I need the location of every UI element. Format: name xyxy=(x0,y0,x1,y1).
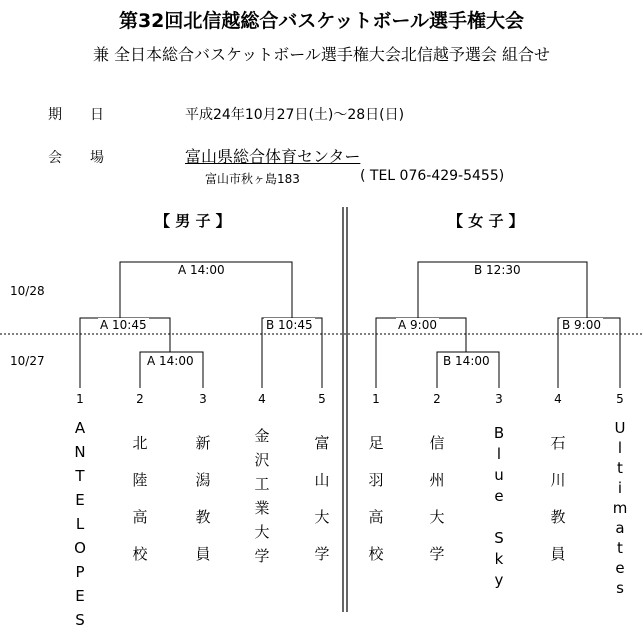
men-seed-5: 5 xyxy=(318,392,326,406)
women-semi-right-label: B 9:00 xyxy=(562,318,601,332)
women-seed-1: 1 xyxy=(372,392,380,406)
team-name-char: 山 xyxy=(314,471,330,489)
team-name-char: 学 xyxy=(254,547,270,565)
men-seed-2: 2 xyxy=(136,392,144,406)
team-name-char: e xyxy=(615,559,625,577)
women-seed-4: 4 xyxy=(554,392,562,406)
team-name-char: L xyxy=(75,515,85,533)
men-seed-4: 4 xyxy=(258,392,266,406)
women-team-4 xyxy=(546,435,570,583)
team-name-char: 校 xyxy=(132,545,148,563)
team-name-char: l xyxy=(617,439,623,457)
women-team-1 xyxy=(364,435,388,583)
team-name-char: 潟 xyxy=(195,471,211,489)
team-name-char: a xyxy=(615,519,625,537)
women-seed-5: 5 xyxy=(616,392,624,406)
women-seed-3: 3 xyxy=(495,392,503,406)
team-name-char: 高 xyxy=(132,508,148,526)
men-semi-left-label: A 10:45 xyxy=(100,318,147,332)
team-name-char: l xyxy=(496,445,502,463)
date-day2: 10/28 xyxy=(10,284,45,298)
team-name-char: B xyxy=(493,424,505,442)
women-seed-2: 2 xyxy=(433,392,441,406)
team-name-char: 大 xyxy=(314,508,330,526)
team-name-char: 教 xyxy=(195,508,211,526)
team-name-char: N xyxy=(74,443,86,461)
team-name-char: 富 xyxy=(314,434,330,452)
men-final-label: A 14:00 xyxy=(178,263,225,277)
team-name-char: 石 xyxy=(550,434,566,452)
men-first-round-label: A 14:00 xyxy=(147,354,194,368)
venue-address: 富山市秋ヶ島183 xyxy=(205,172,300,186)
team-name-char: 学 xyxy=(314,545,330,563)
team-name-char: T xyxy=(75,467,85,485)
team-name-char: 陸 xyxy=(132,471,148,489)
team-name-char: 信 xyxy=(429,434,445,452)
team-name-char: S xyxy=(494,529,504,547)
women-final-label: B 12:30 xyxy=(474,263,521,277)
team-name-char: u xyxy=(494,466,504,484)
period-value: 平成24年10月27日(土)～28日(日) xyxy=(185,107,405,123)
team-name-char: m xyxy=(612,499,628,517)
team-name-char: 工 xyxy=(254,475,270,493)
team-name-char: 業 xyxy=(254,499,270,517)
men-team-1 xyxy=(68,420,92,636)
team-name-char: O xyxy=(74,539,86,557)
men-semi-right-label: B 10:45 xyxy=(266,318,313,332)
team-name-char: y xyxy=(494,571,504,589)
women-first-round-label: B 14:00 xyxy=(443,354,490,368)
venue-tel: ( TEL 076-429-5455) xyxy=(360,168,505,184)
men-heading: 【 男 子 】 xyxy=(155,212,231,230)
team-name-char: S xyxy=(75,611,85,629)
men-team-3 xyxy=(191,435,215,583)
team-name-char: 州 xyxy=(429,471,445,489)
team-name-char: t xyxy=(617,539,623,557)
team-name-char: t xyxy=(617,459,623,477)
team-name-char: 川 xyxy=(550,471,566,489)
team-name-char: A xyxy=(74,419,86,437)
team-name-char: 沢 xyxy=(254,451,270,469)
team-name-char: 北 xyxy=(132,434,148,452)
team-name-char: 新 xyxy=(195,434,211,452)
team-name-char: 校 xyxy=(368,545,384,563)
team-name-char: 員 xyxy=(550,545,566,563)
date-day1: 10/27 xyxy=(10,354,45,368)
team-name-char: 足 xyxy=(368,434,384,452)
team-name-char: s xyxy=(616,579,624,597)
page-subtitle: 兼 全日本総合バスケットボール選手権大会北信越予選会 組合せ xyxy=(92,45,551,64)
men-team-5 xyxy=(310,435,334,583)
team-name-char: i xyxy=(617,479,623,497)
women-team-5 xyxy=(608,420,632,600)
team-name-char: e xyxy=(494,487,504,505)
venue-name: 富山県総合体育センター xyxy=(185,147,361,166)
team-name-char: P xyxy=(75,563,85,581)
women-team-2 xyxy=(425,435,449,583)
venue-label: 会 場 xyxy=(48,150,104,166)
team-name-char: 員 xyxy=(195,545,211,563)
men-seed-3: 3 xyxy=(199,392,207,406)
period-label: 期 日 xyxy=(48,107,104,123)
men-team-4 xyxy=(250,428,274,572)
women-team-3 xyxy=(487,425,511,593)
team-name-char: U xyxy=(614,419,626,437)
team-name-char: 羽 xyxy=(368,471,384,489)
team-name-char: 金 xyxy=(254,427,270,445)
page-title: 第32回北信越総合バスケットボール選手権大会 xyxy=(118,10,525,32)
team-name-char: 教 xyxy=(550,508,566,526)
men-team-2 xyxy=(128,435,152,583)
team-name-char: 高 xyxy=(368,508,384,526)
team-name-char xyxy=(487,509,511,526)
team-name-char: 大 xyxy=(429,508,445,526)
team-name-char: k xyxy=(494,550,504,568)
team-name-char: E xyxy=(75,587,85,605)
team-name-char: 学 xyxy=(429,545,445,563)
women-heading: 【 女 子 】 xyxy=(448,212,524,230)
men-seed-1: 1 xyxy=(76,392,84,406)
team-name-char: 大 xyxy=(254,523,270,541)
team-name-char: E xyxy=(75,491,85,509)
women-semi-left-label: A 9:00 xyxy=(398,318,437,332)
